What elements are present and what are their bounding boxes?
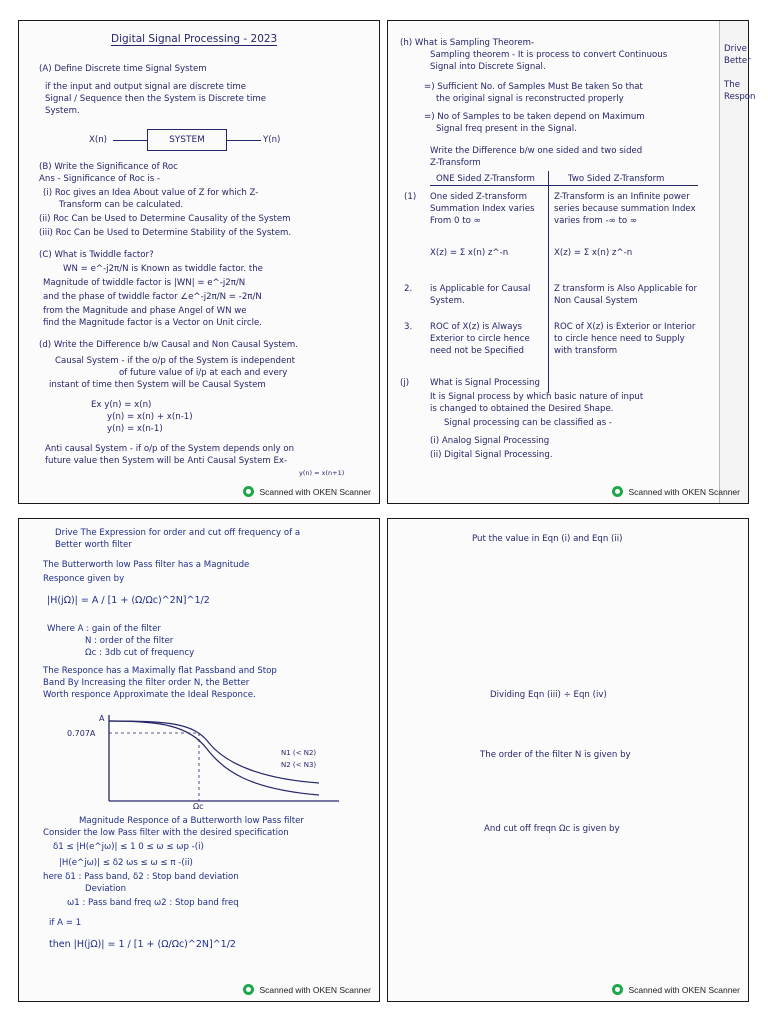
answer-text: The Butterworth low Pass filter has a Magnitude (43, 560, 250, 570)
simplified-equation: then |H(jΩ)| = 1 / [1 + (Ω/Ωc)^2N]^1/2 (49, 939, 236, 950)
derivation-text: The order of the filter N is given by (480, 750, 631, 760)
input-arrow (113, 140, 147, 141)
response-curve (109, 721, 319, 795)
question-b-text: Ans - Significance of Roc is - (39, 174, 161, 184)
row-number: 3. (404, 322, 413, 332)
scanner-watermark: Scanned with OKEN Scanner (612, 486, 740, 497)
magnitude-equation: |H(jΩ)| = A / [1 + (Ω/Ωc)^2N]^1/2 (47, 595, 210, 606)
example-line: y(n) = x(n-1) (107, 424, 163, 434)
table-cell: is Applicable for Causal System. (430, 284, 531, 306)
question-c-text: WN = e^-j2π/N is Known as twiddle factor. the (63, 264, 263, 274)
curve-label: N2 (< N3) (281, 761, 317, 769)
question-c-text: find the Magnitude factor is a Vector on Unit circle. (43, 318, 263, 328)
answer-text: The Responce has a Maximally flat Passband and Stop (43, 666, 277, 676)
system-output-label: Y(n) (263, 135, 281, 145)
answer-text: Worth responce Approximate the Ideal Responce. (43, 690, 256, 700)
butterworth-response-sketch (49, 709, 349, 809)
example-line: y(n) = x(n) + x(n-1) (107, 412, 193, 422)
system-input-label: X(n) (89, 135, 108, 145)
question-b-heading: (B) Write the Significance of Roc (39, 162, 178, 172)
question-c-text: Magnitude of twiddle factor is |WN| = e^-j2π/N (43, 278, 246, 288)
row-number: (1) (404, 192, 417, 202)
example-line: Ex y(n) = x(n) (91, 400, 152, 410)
question-c-text: and the phase of twiddle factor ∠e^-j2π/N = -2π/N (43, 292, 262, 302)
formula: X(z) = Σ x(n) z^-n (430, 248, 509, 258)
table-cell: Z-Transform is an Infinite power series because summation Index varies from -∞ to ∞ (554, 192, 696, 226)
question-j-text: is changed to obtained the Desired Shape. (430, 404, 614, 414)
curve-label: N1 (< N2) (281, 749, 317, 757)
table-header-rule (430, 185, 698, 186)
question-d-text: Anti causal System - if o/p of the System depends only on (45, 444, 295, 454)
row-number: 2. (404, 284, 413, 294)
question-b-text: (iii) Roc Can be Used to Determine Stability of the System. (39, 228, 292, 238)
scanner-logo-icon (612, 984, 623, 995)
question-h-text: =) No of Samples to be taken depend on Maximum (424, 112, 645, 122)
scanner-watermark: Scanned with OKEN Scanner (243, 486, 371, 497)
question-b-text: (ii) Roc Can be Used to Determine Causality of the System (39, 214, 291, 224)
question-j-text: It is Signal process by which basic nature of input (430, 392, 644, 402)
definition-line: here δ1 : Pass band, δ2 : Stop band deviation (43, 872, 239, 882)
scanner-watermark: Scanned with OKEN Scanner (612, 984, 740, 995)
question-c-text: from the Magnitude and phase Angel of WN we (43, 306, 247, 316)
page-1 (18, 20, 380, 504)
output-arrow (227, 140, 261, 141)
table-cell: Z transform is Also Applicable for Non Causal System (554, 284, 698, 306)
spec-equation: δ1 ≤ |H(e^jω)| ≤ 1 0 ≤ ω ≤ ωp -(i) (53, 842, 204, 852)
derivation-text: Dividing Eqn (iii) ÷ Eqn (iv) (490, 690, 607, 700)
question-h-heading: (h) What is Sampling Theorem- (400, 38, 535, 48)
scanner-logo-icon (243, 984, 254, 995)
answer-text: if A = 1 (49, 918, 82, 928)
question-h-text: =) Sufficient No. of Samples Must Be taken So that (424, 82, 643, 92)
table-cell: ROC of X(z) is Exterior or Interior to circle hence need to Supply with transform (554, 322, 696, 356)
table-cell: ROC of X(z) is Always Exterior to circle hence need not be Specified (430, 322, 530, 356)
answer-text: Band By Increasing the filter order N, the Better (43, 678, 250, 688)
table-divider (548, 171, 549, 393)
definition-line: ω1 : Pass band freq ω2 : Stop band freq (67, 898, 239, 908)
table-header-one-sided: ONE Sided Z-Transform (436, 174, 535, 184)
question-d-text: instant of time then System will be Causal System (49, 380, 266, 390)
derivation-text: And cut off freqn Ωc is given by (484, 824, 620, 834)
question-j-item: (i) Analog Signal Processing (430, 436, 550, 446)
definition-line: N : order of the filter (85, 636, 174, 646)
axis-label: 0.707A (67, 729, 96, 738)
question-a-text: Signal / Sequence then the System is Discrete time (45, 94, 267, 104)
question-j-heading: What is Signal Processing (430, 378, 540, 388)
table-cell: One sided Z-transform Summation Index varies From 0 to ∞ (430, 192, 535, 226)
scanner-watermark: Scanned with OKEN Scanner (243, 984, 371, 995)
formula: X(z) = Σ x(n) z^-n (554, 248, 633, 258)
question-a-text: System. (45, 106, 80, 116)
answer-text: Magnitude Responce of a Butterworth low Pass filter (79, 816, 304, 826)
page-4 (387, 518, 749, 1002)
question-h-text: the original signal is reconstructed properly (436, 94, 624, 104)
definition-line: Deviation (85, 884, 127, 894)
question-j-label: (j) (400, 378, 410, 388)
scanner-logo-icon (612, 486, 623, 497)
question-d-heading: (d) Write the Difference b/w Causal and Non Causal System. (39, 340, 298, 350)
derivation-text: Put the value in Eqn (i) and Eqn (ii) (472, 534, 623, 544)
spec-equation: |H(e^jω)| ≤ δ2 ωs ≤ ω ≤ π -(ii) (59, 858, 193, 868)
axis-label: A (99, 714, 105, 723)
axis-label: Ωc (193, 802, 204, 811)
table-header-two-sided: Two Sided Z-Transform (568, 174, 665, 184)
system-block: SYSTEM (147, 129, 227, 151)
question-d-text: y(n) = x(n+1) (299, 469, 345, 477)
page-title: Digital Signal Processing - 2023 (111, 33, 278, 45)
question-a-text: if the input and output signal are discrete time (45, 82, 247, 92)
question-b-text: (i) Roc gives an Idea About value of Z for which Z- (43, 188, 259, 198)
answer-text: Responce given by (43, 574, 125, 584)
question-h-text: Sampling theorem - It is process to convert Continuous (430, 50, 668, 60)
question-d-text: future value then System will be Anti Causal System Ex- (45, 456, 288, 466)
question-c-heading: (C) What is Twiddle factor? (39, 250, 154, 260)
question-d-text: Causal System - if the o/p of the System is independent (55, 356, 296, 366)
question-h-text: Signal freq present in the Signal. (436, 124, 577, 134)
scanner-logo-icon (243, 486, 254, 497)
question-heading: Drive The Expression for order and cut off frequency of a (55, 528, 301, 538)
question-j-item: (ii) Digital Signal Processing. (430, 450, 553, 460)
question-a-heading: (A) Define Discrete time Signal System (39, 64, 207, 74)
definition-line: Where A : gain of the filter (47, 624, 161, 634)
adjacent-page-edge: Drive Better The Respon (719, 21, 748, 503)
question-i-heading: Write the Difference b/w one sided and two sided (430, 146, 643, 156)
question-i-heading: Z-Transform (430, 158, 481, 168)
definition-line: Ωc : 3db cut of frequency (85, 648, 195, 658)
question-heading: Better worth filter (55, 540, 132, 550)
answer-text: Consider the low Pass filter with the desired specification (43, 828, 289, 838)
question-d-text: of future value of i/p at each and every (119, 368, 288, 378)
page-3 (18, 518, 380, 1002)
page-2 (387, 20, 756, 504)
question-b-text: Transform can be calculated. (59, 200, 184, 210)
question-h-text: Signal into Discrete Signal. (430, 62, 546, 72)
question-j-text: Signal processing can be classified as - (444, 418, 613, 428)
